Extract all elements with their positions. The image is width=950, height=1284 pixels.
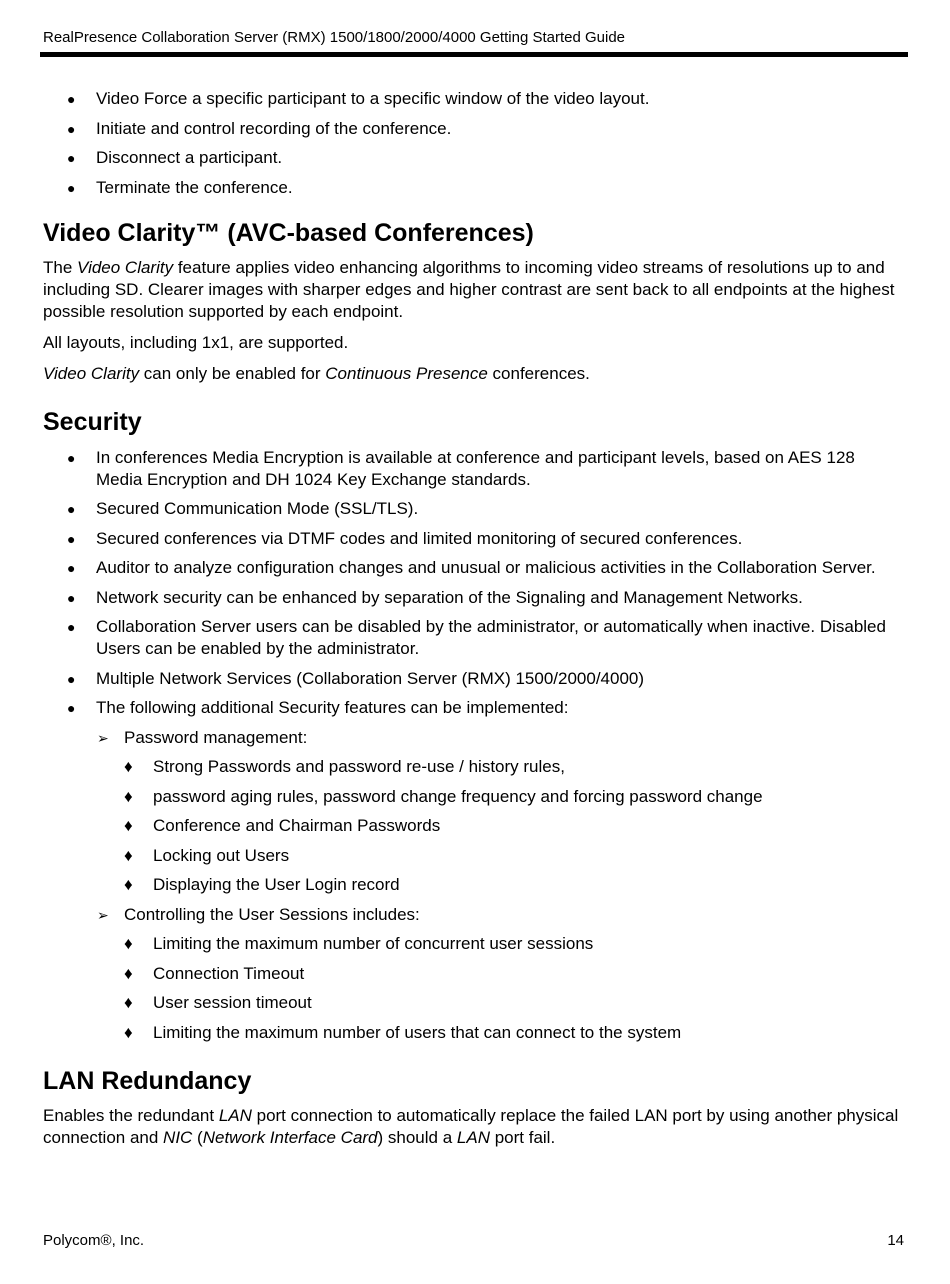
sub-sub-item: ♦ Strong Passwords and password re-use / history rules, [124,757,565,776]
diamond-bullet-icon: ♦ [124,757,133,776]
sub-sub-item: ♦ password aging rules, password change frequency and forcing password change [124,786,763,806]
sub-sub-item: ♦ User session timeout [124,993,312,1012]
sub-item-user-sessions: ➢ Controlling the User Sessions includes: [97,904,420,924]
list-item: ● Multiple Network Services (Collaboration Server (RMX) 1500/2000/4000) [67,668,645,688]
list-item: ● Network security can be enhanced by separation of the Signaling and Management Networks. [67,587,803,607]
bullet-icon: ● [67,560,76,576]
diamond-bullet-icon: ♦ [124,816,133,835]
arrow-bullet-icon: ➢ [97,906,109,923]
sub-item-password-management: ➢ Password management: [97,727,308,747]
list-item: ● Auditor to analyze configuration changes and unusual or malicious activities in the Collaboration Server. [67,558,876,577]
intro-bullet-list [43,88,905,199]
sub-sub-item: ♦ Connection Timeout [124,963,305,983]
list-item: ● Disconnect a participant. [67,148,283,167]
bullet-icon: ● [67,120,76,137]
section-heading-video-clarity: Video Clarity™ (AVC-based Conferences) [43,218,534,247]
bullet-icon: ● [67,700,76,716]
video-clarity-paragraph-3: Video Clarity can only be enabled for Continuous Presence conferences. [43,363,590,383]
sub-sub-item: ♦ Locking out Users [124,845,290,865]
list-item: ● The following additional Security features can be implemented: [67,698,569,717]
bullet-icon: ● [67,670,76,687]
bullet-icon: ● [67,530,76,547]
bullet-icon: ● [67,501,76,517]
bullet-icon: ● [67,150,76,166]
footer-company: Polycom®, Inc. [43,1232,145,1249]
diamond-bullet-icon: ♦ [124,934,133,953]
page-header-title: RealPresence Collaboration Server (RMX) 1500/1800/2000/4000 Getting Started Guide [43,29,626,46]
list-item: ● In conferences Media Encryption is available at conference and participant levels, based on AES 128 Media Encryption and DH 1024 Key Exchange standards. [67,447,855,489]
footer-page-number: 14 [887,1232,904,1249]
header-rule [40,52,908,57]
list-item: ● Initiate and control recording of the conference. [67,118,452,138]
sub-sub-item: ♦ Limiting the maximum number of users that can connect to the system [124,1022,682,1042]
bullet-icon: ● [67,91,76,107]
bullet-icon: ● [67,619,76,635]
section-heading-security: Security [43,407,142,436]
section-heading-lan-redundancy: LAN Redundancy [43,1066,252,1095]
diamond-bullet-icon: ♦ [124,845,133,865]
arrow-bullet-icon: ➢ [97,729,109,746]
video-clarity-paragraph-1: The Video Clarity feature applies video enhancing algorithms to incoming video streams of resolutions up to and including SD. Clearer images with sharper edges and higher contrast are sent back to all endpoints at the highest possible resolution supported by each endpoint. [43,257,895,321]
list-item: ● Secured conferences via DTMF codes and limited monitoring of secured conferences. [67,528,743,548]
sub-sub-item: ♦ Displaying the User Login record [124,875,400,894]
sub-sub-item: ♦ Conference and Chairman Passwords [124,816,441,835]
diamond-bullet-icon: ♦ [124,963,133,983]
list-item: ● Terminate the conference. [67,177,293,197]
page-content [43,88,905,1149]
sub-sub-item: ♦ Limiting the maximum number of concurrent user sessions [124,934,594,953]
list-item: ● Video Force a specific participant to a specific window of the video layout. [67,89,650,108]
diamond-bullet-icon: ♦ [124,1022,133,1042]
list-item: ● Secured Communication Mode (SSL/TLS). [67,499,419,518]
bullet-icon: ● [67,179,76,196]
list-item: ● Collaboration Server users can be disabled by the administrator, or automatically when inactive. Disabled Users can be enabled by the administrator. [67,617,886,658]
bullet-icon: ● [67,449,76,466]
lan-redundancy-paragraph: Enables the redundant LAN port connection to automatically replace the failed LAN port by using another physical connection and NIC (Network Interface Card) should a LAN port fail. [43,1105,899,1147]
bullet-icon: ● [67,589,76,606]
diamond-bullet-icon: ♦ [124,786,133,806]
diamond-bullet-icon: ♦ [124,993,133,1012]
diamond-bullet-icon: ♦ [124,875,133,894]
video-clarity-paragraph-2: All layouts, including 1x1, are supported. [43,332,349,352]
security-bullet-list [43,447,905,720]
